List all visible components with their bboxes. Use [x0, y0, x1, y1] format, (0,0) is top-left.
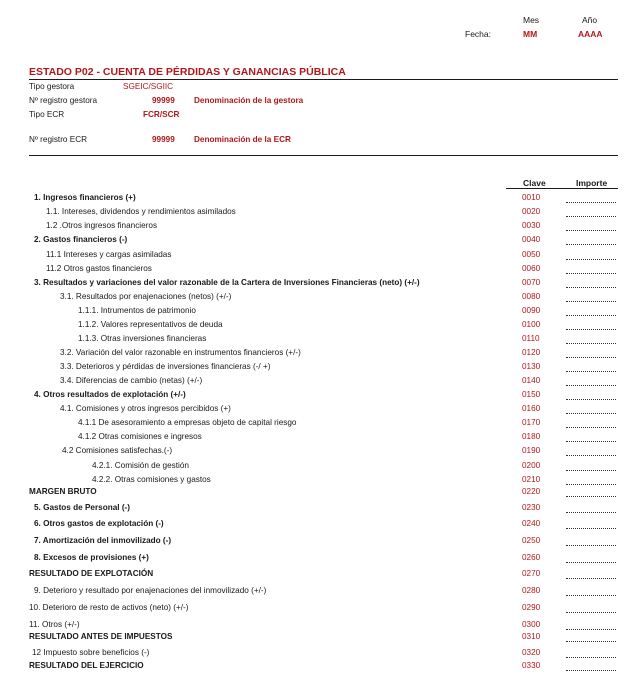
row-code: 0040: [522, 235, 541, 244]
row-label: RESULTADO DEL EJERCICIO: [29, 661, 144, 670]
importe-column-header: Importe: [576, 178, 608, 188]
row-code: 0160: [522, 404, 541, 413]
row-code: 0170: [522, 418, 541, 427]
importe-field[interactable]: [566, 455, 616, 456]
registro-ecr-label: Nº registro ECR: [29, 135, 88, 144]
row-code: 0180: [522, 432, 541, 441]
column-header-divider: [506, 188, 618, 189]
importe-field[interactable]: [566, 244, 616, 245]
row-label: 11.1 Intereses y cargas asimiladas: [46, 250, 172, 259]
tipo-ecr-label: Tipo ECR: [29, 110, 65, 119]
row-label: 1.2 .Otros ingresos financieros: [46, 221, 158, 230]
clave-column-header: Clave: [523, 178, 546, 188]
row-label: 4.2.2. Otras comisiones y gastos: [92, 475, 211, 484]
row-code: 0320: [522, 648, 541, 657]
year-column-label: Año: [582, 15, 598, 25]
importe-field[interactable]: [566, 357, 616, 358]
importe-field[interactable]: [566, 202, 616, 203]
importe-field[interactable]: [566, 595, 616, 596]
row-code: 0240: [522, 519, 541, 528]
row-code: 0150: [522, 390, 541, 399]
importe-field[interactable]: [566, 612, 616, 613]
importe-field[interactable]: [566, 273, 616, 274]
importe-field[interactable]: [566, 441, 616, 442]
importe-field[interactable]: [566, 484, 616, 485]
row-label: RESULTADO DE EXPLOTACIÓN: [29, 569, 154, 578]
row-code: 0100: [522, 320, 541, 329]
row-code: 0230: [522, 503, 541, 512]
row-label: 3.1. Resultados por enajenaciones (netos) (+/-): [60, 292, 232, 301]
row-label: 6. Otros gastos de explotación (-): [34, 519, 164, 528]
tipo-gestora-value: SGEIC/SGIIC: [123, 82, 174, 91]
row-code: 0280: [522, 586, 541, 595]
importe-field[interactable]: [566, 545, 616, 546]
row-code: 0120: [522, 348, 541, 357]
row-code: 0050: [522, 250, 541, 259]
row-label: 2. Gastos financieros (-): [34, 235, 128, 244]
row-code: 0140: [522, 376, 541, 385]
importe-field[interactable]: [566, 230, 616, 231]
row-code: 0030: [522, 221, 541, 230]
title-divider: [29, 79, 618, 80]
registro-gestora-value: 99999: [152, 96, 175, 105]
importe-field[interactable]: [566, 578, 616, 579]
row-label: 1.1.3. Otras inversiones financieras: [78, 334, 207, 343]
registro-ecr-value: 99999: [152, 135, 175, 144]
row-label: 4.1.1 De asesoramiento a empresas objeto de capital riesgo: [78, 418, 297, 427]
row-label: 1.1.2. Valores representativos de deuda: [78, 320, 223, 329]
row-label: RESULTADO ANTES DE IMPUESTOS: [29, 632, 173, 641]
importe-field[interactable]: [566, 496, 616, 497]
row-code: 0080: [522, 292, 541, 301]
row-code: 0020: [522, 207, 541, 216]
importe-field[interactable]: [566, 301, 616, 302]
importe-field[interactable]: [566, 427, 616, 428]
row-code: 0260: [522, 553, 541, 562]
row-code: 0220: [522, 487, 541, 496]
row-label: 12 Impuesto sobre beneficios (-): [32, 648, 150, 657]
row-label: 7. Amortización del inmovilizado (-): [34, 536, 172, 545]
row-label: 3.4. Diferencias de cambio (netas) (+/-): [60, 376, 203, 385]
row-label: 1. Ingresos financieros (+): [34, 193, 136, 202]
denominacion-ecr: Denominación de la ECR: [194, 135, 291, 144]
month-column-label: Mes: [523, 15, 540, 25]
year-value: AAAA: [578, 29, 603, 39]
row-label: 3. Resultados y variaciones del valor razonable de la Cartera de Inversiones Financieras (neto) (+/-): [34, 278, 420, 287]
importe-field[interactable]: [566, 329, 616, 330]
importe-field[interactable]: [566, 641, 616, 642]
row-code: 0300: [522, 620, 541, 629]
importe-field[interactable]: [566, 371, 616, 372]
month-value: MM: [523, 29, 538, 39]
row-label: 5. Gastos de Personal (-): [34, 503, 131, 512]
importe-field[interactable]: [566, 287, 616, 288]
importe-field[interactable]: [566, 385, 616, 386]
row-label: 9. Deterioro y resultado por enajenaciones del inmovilizado (+/-): [34, 586, 267, 595]
row-code: 0110: [522, 334, 540, 343]
row-code: 0090: [522, 306, 541, 315]
document-title: ESTADO P02 - CUENTA DE PÉRDIDAS Y GANANCIAS PÚBLICA: [29, 66, 346, 78]
row-label: 4.1.2 Otras comisiones e ingresos: [78, 432, 202, 441]
importe-field[interactable]: [566, 657, 616, 658]
row-code: 0010: [522, 193, 541, 202]
date-label: Fecha:: [465, 29, 491, 39]
registro-gestora-label: Nº registro gestora: [29, 96, 98, 105]
importe-field[interactable]: [566, 528, 616, 529]
row-label: 1.1.1. Intrumentos de patrimonio: [78, 306, 196, 315]
importe-field[interactable]: [566, 315, 616, 316]
row-code: 0060: [522, 264, 541, 273]
importe-field[interactable]: [566, 259, 616, 260]
row-label: 4.2 Comisiones satisfechas.(-): [62, 446, 173, 455]
row-code: 0210: [522, 475, 541, 484]
tipo-gestora-label: Tipo gestora: [29, 82, 75, 91]
importe-field[interactable]: [566, 399, 616, 400]
importe-field[interactable]: [566, 413, 616, 414]
row-code: 0200: [522, 461, 541, 470]
row-code: 0310: [522, 632, 541, 641]
importe-field[interactable]: [566, 670, 616, 671]
row-code: 0290: [522, 603, 541, 612]
row-label: 8. Excesos de provisiones (+): [34, 553, 149, 562]
row-label: 4.2.1. Comisión de gestión: [92, 461, 189, 470]
row-code: 0250: [522, 536, 541, 545]
row-code: 0330: [522, 661, 541, 670]
row-label: 3.3. Deterioros y pérdidas de inversiones financieras (-/ +): [60, 362, 271, 371]
importe-field[interactable]: [566, 512, 616, 513]
tipo-ecr-value: FCR/SCR: [143, 110, 180, 119]
importe-field[interactable]: [566, 343, 616, 344]
importe-field[interactable]: [566, 470, 616, 471]
denominacion-gestora: Denominación de la gestora: [194, 96, 304, 105]
row-label: 4.1. Comisiones y otros ingresos percibidos (+): [60, 404, 231, 413]
row-code: 0190: [522, 446, 541, 455]
importe-field[interactable]: [566, 629, 616, 630]
row-label: 10. Deterioro de resto de activos (neto) (+/-): [29, 603, 189, 612]
row-label: 11. Otros (+/-): [29, 620, 80, 629]
row-code: 0130: [522, 362, 541, 371]
row-label: 4. Otros resultados de explotación (+/-): [34, 390, 186, 399]
row-code: 0270: [522, 569, 541, 578]
importe-field[interactable]: [566, 562, 616, 563]
importe-field[interactable]: [566, 216, 616, 217]
row-label: 1.1. Intereses, dividendos y rendimientos asimilados: [46, 207, 236, 216]
row-label: 11.2 Otros gastos financieros: [46, 264, 152, 273]
row-label: 3.2. Variación del valor razonable en instrumentos financieros (+/-): [60, 348, 301, 357]
section-divider: [29, 155, 618, 156]
row-code: 0070: [522, 278, 541, 287]
row-label: MARGEN BRUTO: [29, 487, 97, 496]
